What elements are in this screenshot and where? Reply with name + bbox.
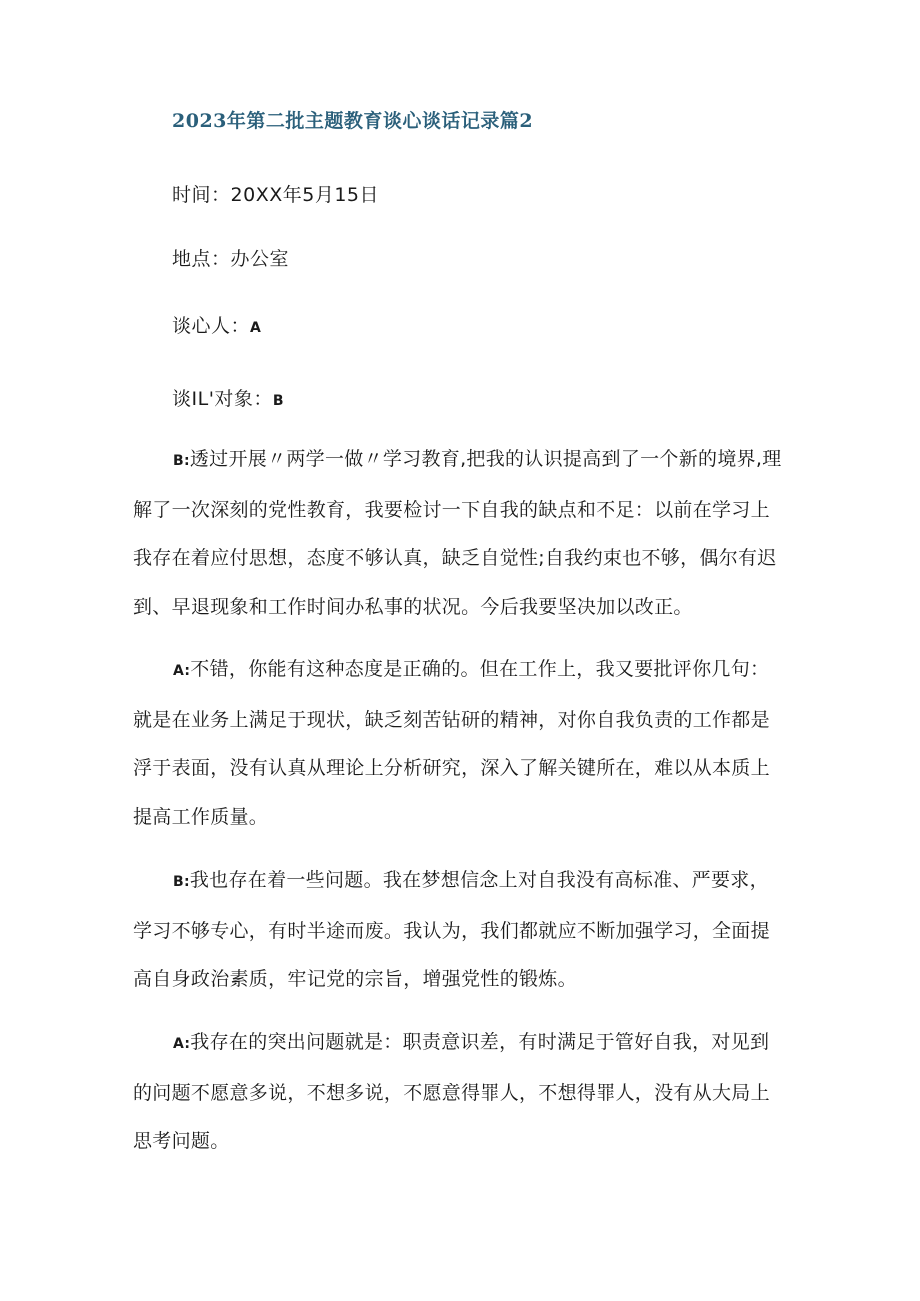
- meta-target-value: B: [272, 393, 285, 409]
- meta-target-label: 谈IL'对象：: [172, 388, 273, 410]
- paragraph-speaker: B:: [173, 874, 190, 890]
- meta-time-label: 时间：: [172, 184, 231, 206]
- paragraph-text: 我存在的突出问题就是：职责意识差，有时满足于管好自我，对见到的问题不愿意多说，不想多说，不愿意得罪人，不想得罪人，没有从大局上思考问题。: [133, 1031, 770, 1152]
- paragraph-2: [133, 645, 788, 841]
- meta-time: [172, 180, 379, 207]
- paragraph-speaker: A:: [173, 663, 191, 679]
- meta-speaker-value: A: [250, 320, 262, 336]
- paragraph-speaker: A:: [173, 1036, 191, 1052]
- document-title: 2023年第二批主题教育谈心谈话记录篇2: [172, 110, 534, 132]
- paragraph-text: 我也存在着一些问题。我在梦想信念上对自我没有高标准、严要求，学习不够专心，有时半途而废。我认为，我们都就应不断加强学习，全面提高自身政治素质，牢记党的宗旨，增强党性的锻炼。: [133, 869, 770, 990]
- meta-speaker: [172, 311, 261, 338]
- meta-target: [172, 384, 284, 411]
- meta-time-value: 20XX年5月15日: [230, 184, 379, 206]
- meta-place: [172, 244, 289, 271]
- paragraph-3: [133, 856, 788, 1004]
- meta-place-label: 地点：: [172, 248, 231, 270]
- paragraph-4: [133, 1018, 788, 1166]
- paragraph-speaker: B:: [173, 453, 190, 469]
- meta-place-value: 办公室: [230, 248, 290, 270]
- paragraph-1: [133, 435, 788, 631]
- paragraph-text: 透过开展〃两学一做〃学习教育,把我的认识提高到了一个新的境界,理解了一次深刻的党性教育，我要检讨一下自我的缺点和不足：以前在学习上我存在着应付思想，态度不够认真，缺乏自觉性;自我约束也不够，偶尔有迟到、早退现象和工作时间办私事的状况。今后我要坚决加以改正。: [133, 448, 782, 618]
- paragraph-text: 不错，你能有这种态度是正确的。但在工作上，我又要批评你几句：就是在业务上满足于现状，缺乏刻苦钻研的精神，对你自我负责的工作都是浮于表面，没有认真从理论上分析研究，深入了解关键所在，难以从本质上提高工作质量。: [133, 658, 770, 828]
- meta-speaker-label: 谈心人：: [172, 315, 251, 337]
